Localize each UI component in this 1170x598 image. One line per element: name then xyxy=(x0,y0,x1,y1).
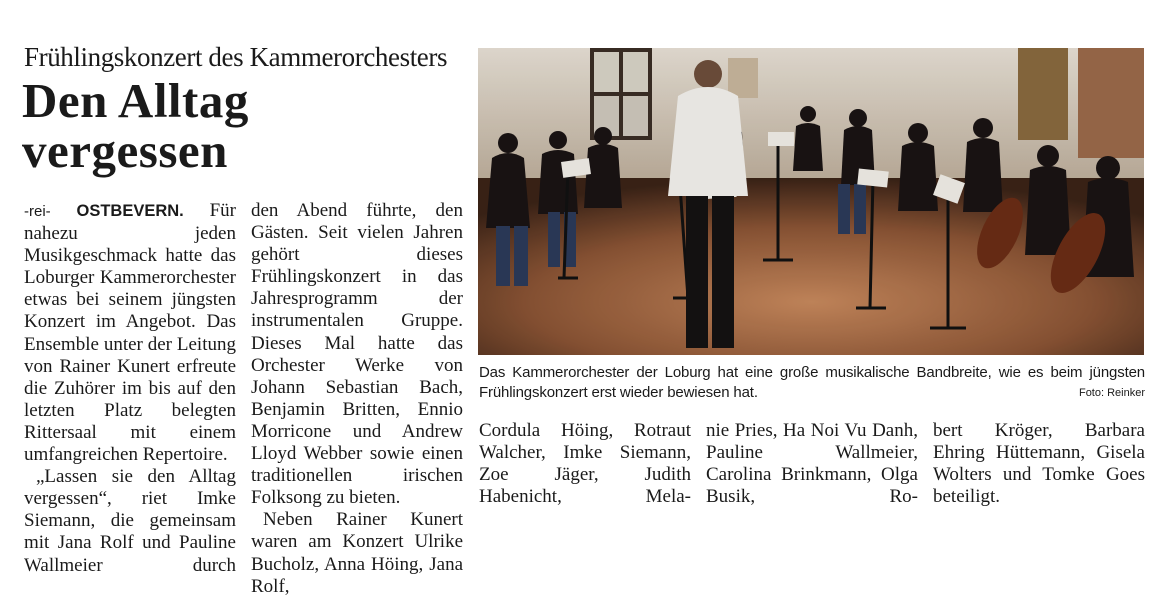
paragraph: nie Pries, Ha Noi Vu Danh, Pauline Wallmeier, Carolina Brinkmann, Olga Busik, Ro- xyxy=(706,420,918,508)
paragraph: -rei- OSTBEVERN. Für nahezu jeden Musikgeschmack hatte das Loburger Kammerorchester etwas bei seinem jüngsten Konzert im Angebot. Das Ensemble unter der Leitung von Rainer Kunert erfreute die Zuhörer im bis auf den letzten Platz belegten Rittersaal mit einem umfangreichen Repertoire. xyxy=(24,200,237,466)
article-column-2 xyxy=(251,200,463,598)
article-column-3 xyxy=(479,420,691,508)
article-column-4 xyxy=(706,420,918,508)
paragraph: den Abend führte, den Gästen. Seit vielen Jahren gehört dieses Frühlingskonzert in das Jahresprogramm der instrumentalen Gruppe. Dieses Mal hatte das Orchester Werke von Johann Sebastian Bach, Benjamin Britten, Ennio Morricone und Andrew Lloyd Webber sowie einen traditionellen irischen Folksong zu bieten. xyxy=(251,200,463,509)
paragraph: Cordula Höing, Rotraut Walcher, Imke Siemann, Zoe Jäger, Judith Habenicht, Mela- xyxy=(479,420,691,508)
photo-caption: Das Kammerorchester der Loburg hat eine große musikalische Bandbreite, wie es beim jüngsten Frühlingskonzert erst wieder bewiesen hat. xyxy=(479,364,1145,401)
article-column-1 xyxy=(24,200,236,577)
dateline: OSTBEVERN. xyxy=(76,202,184,220)
author-tag: -rei- xyxy=(24,203,51,220)
paragraph: „Lassen sie den Alltag vergessen“, riet Imke Siemann, die gemeinsam mit Jana Rolf und Pauline Wallmeier durch xyxy=(24,466,236,576)
headline-line-2: vergessen xyxy=(22,123,228,178)
headline-line-1: Den Alltag xyxy=(22,73,249,128)
article-column-5 xyxy=(933,420,1145,508)
concert-photo xyxy=(478,48,1144,355)
article-headline xyxy=(22,73,249,178)
paragraph: Neben Rainer Kunert waren am Konzert Ulrike Bucholz, Anna Höing, Jana Rolf, xyxy=(251,509,463,597)
photo-credit: Foto: Reinker xyxy=(1078,387,1145,399)
orchestra-illustration xyxy=(478,48,1144,355)
article-kicker: Frühlingskonzert des Kammerorchesters xyxy=(24,42,448,72)
paragraph: bert Kröger, Barbara Ehring Hüttemann, Gisela Wolters und Tomke Goes beteiligt. xyxy=(933,420,1145,508)
